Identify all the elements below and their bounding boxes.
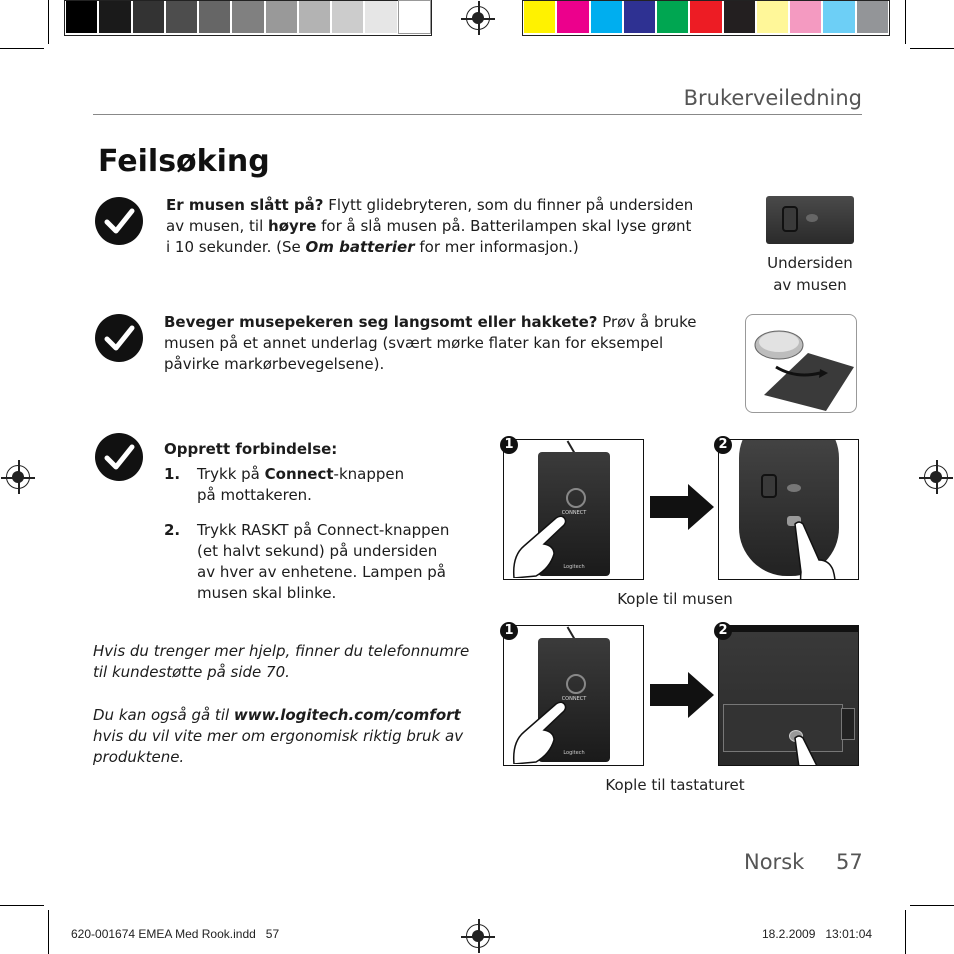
registration-mark-icon [466,924,490,948]
crop-mark [0,48,44,49]
help-text: Hvis du trenger mer hjelp, finner du telefonnumre til kundestøtte på side 70. Du kan også gå til www.logitech.com/comfort hvis du vil vite mer om ergonomisk riktig bruk av produktene. [93,642,470,766]
page-title: Feilsøking [98,144,270,179]
color-swatch [591,1,622,33]
mouse-surface-image [745,314,857,413]
color-swatch [557,1,588,33]
crop-mark [905,0,906,44]
tip-lead: Beveger musepekeren seg langsomt eller hakkete? [164,313,598,331]
tip-connect [164,439,474,604]
color-swatch [99,1,130,33]
checkmark-icon [95,197,143,245]
crop-mark [905,910,906,954]
color-swatch [332,1,363,33]
mouse-underside-caption: Undersiden av musen [767,254,853,294]
crop-mark [0,905,44,906]
tip-pointer-speed [164,312,734,375]
tip-lead: Er musen slått på? [166,196,324,214]
page-number: 57 [836,850,863,874]
crop-mark [910,48,954,49]
color-swatch [299,1,330,33]
receiver-connect-image: CONNECT Logitech [503,439,644,580]
support-link[interactable]: www.logitech.com/comfort [233,706,461,724]
step-number-badge: 1 [500,622,518,640]
color-swatch [724,1,755,33]
mouse-connect-image [718,439,859,580]
header-rule [93,114,862,115]
tip-text: for mer informasjon.) [414,238,579,256]
color-swatch [66,1,97,33]
color-swatch [399,1,430,33]
registration-mark-icon [466,6,490,30]
color-swatch [133,1,164,33]
arrow-right-icon [650,484,714,530]
color-swatch [266,1,297,33]
tip-text: påvirke markørbevegelsene). [164,355,385,373]
tip-mouse-power [166,195,726,258]
crop-mark [48,0,49,44]
mouse-connect-caption: Kople til musen [617,590,733,608]
tip-text: Flytt glidebryteren, som du finner på undersiden [323,196,694,214]
color-swatch [790,1,821,33]
arrow-right-icon [650,672,714,718]
tip-reference: Om batterier [305,238,415,256]
color-swatch [199,1,230,33]
registration-mark-icon [6,465,30,489]
checkmark-icon [95,314,143,362]
tip-text: musen på et annet underlag (svært mørke flater kan for eksempel [164,334,664,352]
file-slug: 620-001674 EMEA Med Rook.indd 57 [71,927,280,941]
color-swatch [657,1,688,33]
color-swatch [823,1,854,33]
tip-bold: høyre [268,217,317,235]
tip-text: for å slå musen på. Batterilampen skal lyse grønt [316,217,692,235]
tip-lead: Opprett forbindelse: [164,440,338,458]
keyboard-connect-image [718,625,859,766]
step-number-badge: 2 [714,436,732,454]
receiver-connect-image: CONNECT Logitech [503,625,644,766]
tip-text: Prøv å bruke [597,313,697,331]
color-swatch [757,1,788,33]
step-1: 1. Trykk på Connect-knappen på mottakeren. [164,465,405,504]
color-swatch [166,1,197,33]
step-2: 2. Trykk RASKT på Connect-knappen (et halvt sekund) på undersiden av hver av enhetene. Lampen på musen skal blinke. [164,521,450,602]
checkmark-icon [95,433,143,481]
color-bar [522,0,890,36]
color-swatch [690,1,721,33]
mouse-underside-image [766,196,854,244]
color-swatch [624,1,655,33]
color-swatch [232,1,263,33]
print-date: 18.2.2009 13:01:04 [762,927,873,941]
tip-text: av musen, til [166,217,269,235]
step-number-badge: 1 [500,436,518,454]
crop-mark [48,910,49,954]
color-swatch [857,1,888,33]
crop-mark [910,905,954,906]
page-language: Norsk [744,850,805,874]
color-swatch [365,1,396,33]
section-title: Brukerveiledning [683,86,862,110]
step-number-badge: 2 [714,622,732,640]
registration-mark-icon [924,465,948,489]
color-swatch [524,1,555,33]
tip-text: i 10 sekunder. (Se [166,238,306,256]
keyboard-connect-caption: Kople til tastaturet [605,776,745,794]
grayscale-bar [64,0,432,36]
